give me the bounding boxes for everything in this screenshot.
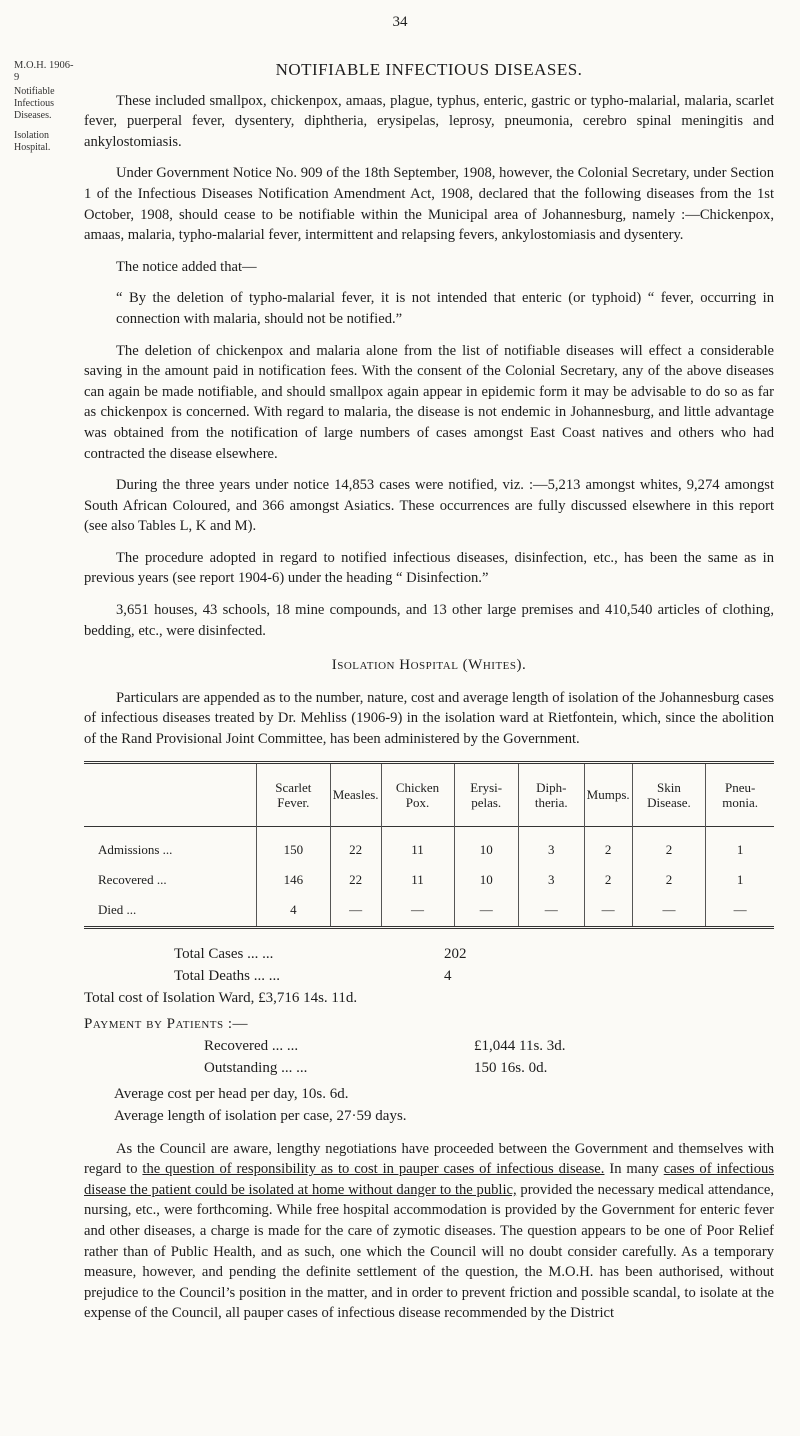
payment-recovered-label: Recovered ... ... [204, 1037, 299, 1054]
table-row [84, 896, 774, 928]
paragraph-disinfected: 3,651 houses, 43 schools, 18 mine compounds, and 13 other large premises and 410,540 articles of clothing, bedding, etc., were disinfected. [84, 602, 774, 639]
total-cases-value: 202 [444, 945, 467, 962]
paragraph-deletion: The deletion of chickenpox and malaria alone from the list of notifiable diseases will effect a considerable saving in the amount paid in notification fees. With the consent of the Colonial Secretary, any of the above diseases can again be made notifiable, and should smallpox again appear in epidemic form it may be advisable to do so as far as chickenpox is concerned. With regard to malaria, the disease is not endemic in Johannesburg, and little advantage was obtained from the notification of large numbers of cases amongst East Coast natives and others who had contracted the disease elsewhere. [84, 342, 774, 462]
isolation-title: Isolation Hospital (Whites). [331, 657, 527, 674]
table-cell: — [632, 896, 706, 928]
totals-block [84, 943, 774, 1127]
table-cell: 11 [381, 866, 454, 896]
average-length: Average length of isolation per case, 27·59 days. [114, 1107, 407, 1124]
table-header: Erysi-pelas. [454, 762, 518, 826]
isolation-table [84, 761, 774, 929]
table-header: Skin Disease. [632, 762, 706, 826]
margin-note-isolation: Isolation Hospital. [14, 130, 51, 153]
paragraph-cases-notified: During the three years under notice 14,853 cases were notified, viz. :—5,213 amongst whites, 9,274 amongst South African Coloured, and 366 amongst Asiatics. These occurrences are fully discussed elsewhere in this report (see also Tables L, K and M). [84, 477, 774, 535]
closing-text-b: In many [604, 1161, 664, 1178]
main-content [84, 60, 774, 1335]
table-cell: — [454, 896, 518, 928]
table-cell: 22 [330, 826, 381, 866]
table-cell: 150 [257, 826, 331, 866]
total-cost: Total cost of Isolation Ward, £3,716 14s. 11d. [84, 989, 358, 1006]
paragraph-government-notice: Under Government Notice No. 909 of the 18th September, 1908, however, the Colonial Secretary, under Section 1 of the Infectious Diseases Notification Amendment Act, 1908, declared that the following diseases from the 1st October, 1908, should cease to be notifiable within the Municipal area of Johannesburg, namely :—Chickenpox, amaas, malaria, typho-malarial fever, intermittent and relapsing fevers, ankylostomiasis and dysentery. [84, 165, 774, 244]
paragraph-council-negotiations [84, 1139, 774, 1324]
page-number: 34 [392, 14, 408, 30]
payment-outstanding-value: 150 16s. 0d. [474, 1059, 548, 1076]
total-cases-label: Total Cases ... ... [174, 945, 274, 962]
table-cell: 1 [706, 866, 774, 896]
table-cell: 146 [257, 866, 331, 896]
margin-reference: M.O.H. 1906-9 [14, 60, 74, 83]
total-cases-row [84, 943, 774, 965]
table-cell: 1 [706, 826, 774, 866]
table-row [84, 866, 774, 896]
paragraph-procedure: The procedure adopted in regard to notified infectious diseases, disinfection, etc., has been the same as in previous years (see report 1904-6) under the heading “ Disinfection.” [84, 549, 774, 587]
table-cell: 3 [518, 866, 584, 896]
table-cell: — [518, 896, 584, 928]
margin-note-notifiable: Notifiable Infectious Diseases. [14, 86, 55, 121]
average-cost: Average cost per head per day, 10s. 6d. [114, 1085, 349, 1102]
table-header: Mumps. [584, 762, 632, 826]
closing-underlined-2: cases of infectious disease the patient could be isolated at home without danger to the public, [84, 1161, 775, 1198]
paragraph-diseases: These included smallpox, chickenpox, amaas, plague, typhus, enteric, gastric or typho-malarial, malaria, scarlet fever, puerperal fever, dysentery, diphtheria, erysipelas, leprosy, pneumonia, cerebro spinal meningitis and ankylostomiasis. [84, 92, 774, 150]
payment-recovered-row [84, 1035, 774, 1057]
total-deaths-value: 4 [444, 967, 452, 984]
table-cell: 3 [518, 826, 584, 866]
table-cell: — [381, 896, 454, 928]
table-header: Chicken Pox. [381, 762, 454, 826]
quote-notice: “ By the deletion of typho-malarial fever, it is not intended that enteric (or typhoid) “ fever, occurring in connection with malaria, should not be notified.” [116, 290, 774, 327]
table-header [84, 762, 257, 826]
table-cell: 2 [584, 826, 632, 866]
margin-notes [14, 86, 76, 162]
closing-text-a: As the Council are aware, lengthy negotiations have proceeded between the Government and themselves with regard to [84, 1140, 774, 1178]
row-label: Recovered ... [98, 872, 167, 888]
payment-heading: Payment by Patients :— [84, 1015, 249, 1032]
row-label: Admissions ... [98, 842, 173, 858]
table-cell: — [330, 896, 381, 928]
table-cell: 2 [584, 866, 632, 896]
table-header: Scarlet Fever. [257, 762, 331, 826]
table-header-row [84, 762, 774, 826]
row-label: Died ... [98, 902, 137, 918]
payment-outstanding-row [84, 1057, 774, 1079]
section-title: NOTIFIABLE INFECTIOUS DISEASES. [275, 60, 583, 79]
paragraph-isolation-intro: Particulars are appended as to the number, nature, cost and average length of isolation of the Johannesburg cases of infectious diseases treated by Dr. Mehliss (1906-9) in the isolation ward at Rietfontein, which, since the abolition of the Rand Provisional Joint Committee, has been administered by the Government. [84, 689, 774, 748]
payment-recovered-value: £1,044 11s. 3d. [474, 1037, 566, 1054]
table-cell: 2 [632, 826, 706, 866]
table-cell: 11 [381, 826, 454, 866]
payment-outstanding-label: Outstanding ... ... [204, 1059, 308, 1076]
table-header: Pneu-monia. [706, 762, 774, 826]
table-cell: 2 [632, 866, 706, 896]
closing-text-c: provided the necessary medical attendance, nursing, etc., were forthcoming. While free hospital accommodation is provided by the Government for enteric fever and other diseases, a charge is made for the care of zymotic diseases. The question appears to be one of Poor Relief rather than of Public Health, and as such, one which the Council will no doubt consider carefully. As a temporary measure, however, and pending the definite settlement of the question, the M.O.H. has been authorised, without prejudice to the Council’s position in the matter, and in order to prevent friction and possible scandal, to isolate at the expense of the Council, all pauper cases of infectious disease recommended by the District [84, 1181, 774, 1322]
table-header: Diph-theria. [518, 762, 584, 826]
total-deaths-row [84, 965, 774, 987]
table-cell: — [706, 896, 774, 928]
table-header: Measles. [330, 762, 381, 826]
table-cell: 10 [454, 826, 518, 866]
table-cell: — [584, 896, 632, 928]
closing-underlined-1: the question of responsibility as to cost in pauper cases of infectious disease. [142, 1161, 605, 1178]
table-row [84, 826, 774, 866]
table-cell: 10 [454, 866, 518, 896]
table-cell: 22 [330, 866, 381, 896]
total-deaths-label: Total Deaths ... ... [174, 967, 281, 984]
table-cell: 4 [257, 896, 331, 928]
paragraph-notice-added: The notice added that— [116, 258, 257, 275]
